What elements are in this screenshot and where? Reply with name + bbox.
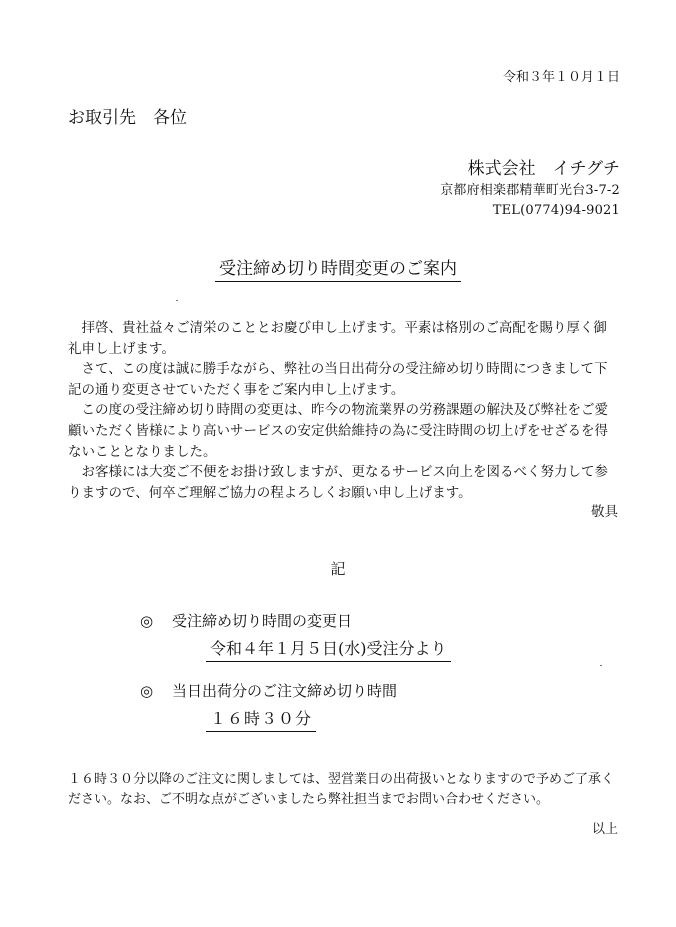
footnote-text: １６時３０分以降のご注文に関しましては、翌営業日の出荷扱いとなりますので予めご了承ください。なお、ご不明な点がございましたら弊社担当までお問い合わせください。 [68, 772, 615, 807]
scan-speck [176, 300, 178, 301]
closing-ijo: 以上 [591, 822, 618, 837]
item-label: 受注締め切り時間の変更日 [172, 612, 353, 630]
closing-keigu: 敬具 [591, 504, 618, 520]
letter-body [68, 318, 614, 503]
double-circle-icon: ◎ [140, 612, 154, 630]
double-circle-icon: ◎ [140, 682, 154, 700]
item-label: 当日出荷分のご注文締め切り時間 [172, 682, 398, 700]
item-heading [140, 610, 352, 631]
item-heading [140, 680, 397, 701]
sender-block [440, 157, 620, 221]
sender-address: 京都府相楽郡精華町光台3-7-2 [440, 183, 620, 198]
document-date: 令和３年１０月１日 [502, 70, 620, 85]
recipient: お取引先 各位 [68, 108, 187, 128]
document-title: 受注締め切り時間変更のご案内 [215, 259, 461, 282]
item-value-wrapper [206, 636, 451, 659]
footnote [68, 770, 620, 810]
sender-tel: TEL(0774)94-9021 [492, 203, 620, 218]
item-value: １６時３０分 [206, 709, 316, 732]
body-paragraph: お客様には大変ご不便をお掛け致しますが、更なるサービス向上を図るべく努力して参りますので、何卒ご理解ご協力の程よろしくお願い申し上げます。 [68, 464, 608, 501]
body-paragraph: さて、この度は誠に勝手ながら、弊社の当日出荷分の受注締め切り時間につきまして下記の通り変更させていただく事をご案内申し上げます。 [68, 361, 608, 398]
body-paragraph: 拝啓、貴社益々ご清栄のこととお慶び申し上げます。平素は格別のご高配を賜り厚く御礼申し上げます。 [68, 320, 607, 357]
item-value-wrapper [206, 706, 316, 729]
scan-speck [600, 665, 602, 666]
body-paragraph: この度の受注締め切り時間の変更は、昨今の物流業界の労務課題の解決及び弊社をご愛顧いただく皆様により高いサービスの安定供給維持の為に受注時間の切上げをせざるを得ないこととなりました。 [68, 402, 608, 460]
item-value: 令和４年１月５日(水)受注分より [206, 639, 451, 662]
document-title-wrapper [0, 254, 676, 279]
sender-company: 株式会社 イチグチ [467, 159, 620, 179]
ki-heading: 記 [330, 560, 346, 578]
